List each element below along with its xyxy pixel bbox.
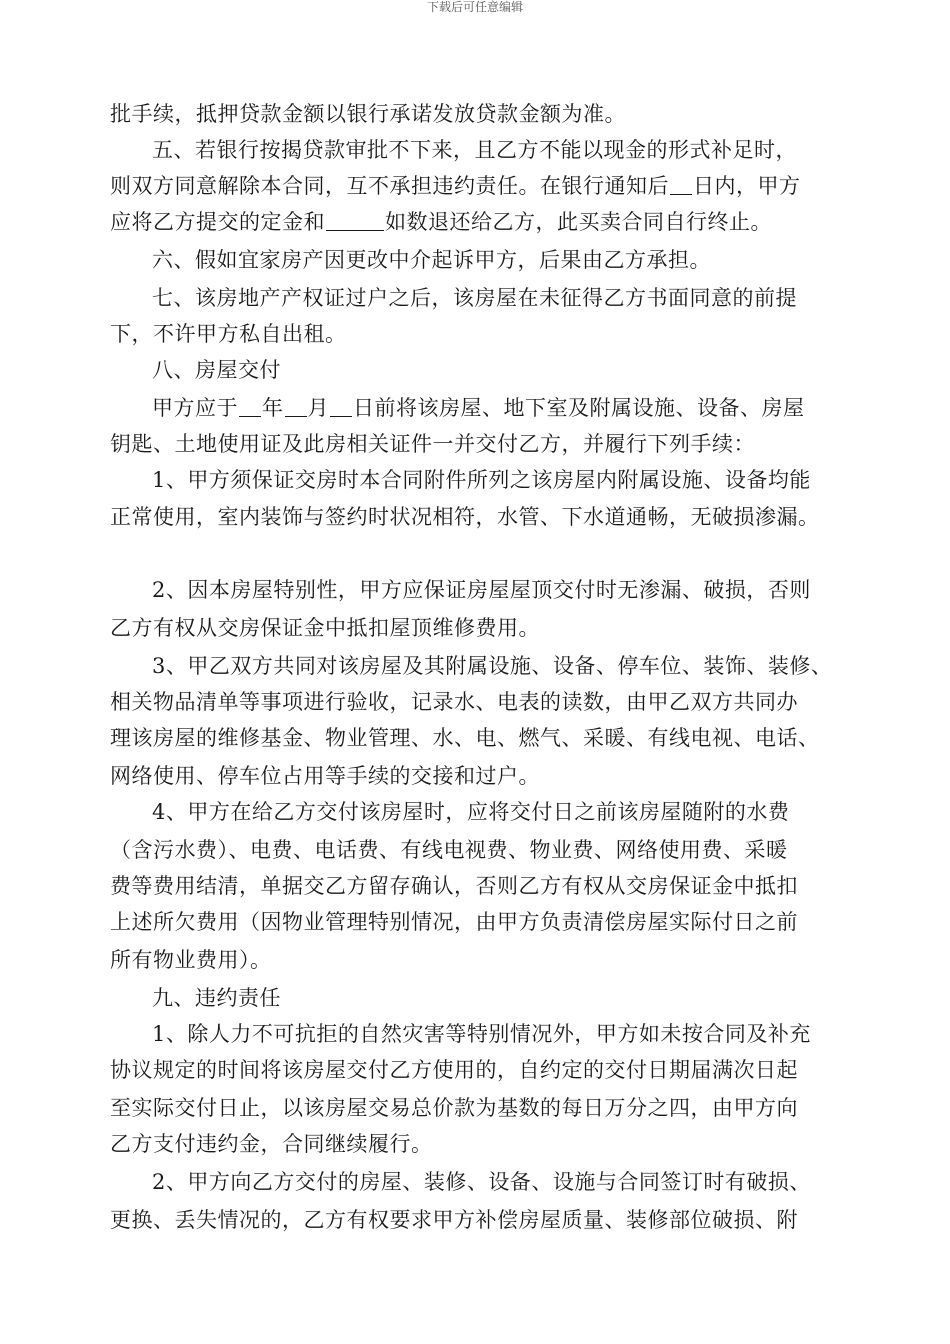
text-line: 上述所欠费用（因物业管理特别情况，由甲方负责清偿房屋实际付日之前 [110, 910, 798, 934]
text-span: 日前将该房屋、地下室及附属设施、设备、房屋 [353, 396, 805, 420]
section-9-heading: 九、违约责任 [152, 986, 281, 1010]
text-line [110, 208, 772, 236]
text-line: 乙方支付违约金，合同继续履行。 [110, 1132, 433, 1156]
text-line: 下，不许甲方私自出租。 [110, 322, 347, 346]
fill-blank-day[interactable] [330, 395, 352, 417]
text-span: 应将乙方提交的定金和 [110, 210, 325, 234]
text-line [152, 394, 805, 422]
text-line: 1、甲方须保证交房时本合同附件所列之该房屋内附属设施、设备均能 [152, 468, 811, 492]
text-line: 4、甲方在给乙方交付该房屋时，应将交付日之前该房屋随附的水费 [152, 800, 790, 824]
text-line: 3、甲乙双方共同对该房屋及其附属设施、设备、停车位、装饰、装修、 [152, 654, 833, 678]
clause-7-line: 七、该房地产产权证过户之后，该房屋在未征得乙方书面同意的前提 [152, 286, 797, 310]
clause-5-heading-line: 五、若银行按揭贷款审批不下来，且乙方不能以现金的形式补足时， [152, 138, 797, 162]
text-span: 甲方应于 [152, 396, 238, 420]
text-line: 协议规定的时间将该房屋交付乙方使用的，自约定的交付日期届满次日起 [110, 1058, 798, 1082]
fill-blank-days[interactable] [670, 173, 692, 195]
text-line: 2、甲方向乙方交付的房屋、装修、设备、设施与合同签订时有破损、 [152, 1170, 811, 1194]
page-header-note: 下载后可任意编辑 [426, 0, 523, 14]
text-line: 费等费用结清，单据交乙方留存确认，否则乙方有权从交房保证金中抵扣 [110, 874, 798, 898]
text-line: 批手续，抵押贷款金额以银行承诺发放贷款金额为准。 [110, 102, 626, 126]
text-line: 所有物业费用）。 [110, 948, 272, 972]
text-line: 乙方有权从交房保证金中抵扣屋顶维修费用。 [110, 616, 540, 640]
text-line: 钥匙、土地使用证及此房相关证件一并交付乙方，并履行下列手续： [110, 432, 755, 456]
text-span: 则双方同意解除本合同，互不承担违约责任。在银行通知后 [110, 174, 669, 198]
section-8-heading: 八、房屋交付 [152, 358, 281, 382]
text-line [110, 172, 801, 200]
text-line: 2、因本房屋特别性，甲方应保证房屋屋顶交付时无渗漏、破损，否则 [152, 578, 811, 602]
text-line: 正常使用，室内装饰与签约时状况相符，水管、下水道通畅，无破损渗漏。 [110, 505, 820, 529]
fill-blank-amount[interactable] [326, 209, 384, 231]
text-line: 1、除人力不可抗拒的自然灾害等特别情况外，甲方如未按合同及补充 [152, 1022, 811, 1046]
text-span: 日内，甲方 [693, 174, 801, 198]
text-span: 月 [307, 396, 329, 420]
clause-6-line: 六、假如宜家房产因更改中介起诉甲方，后果由乙方承担。 [152, 248, 711, 272]
text-line: 至实际交付日止，以该房屋交易总价款为基数的每日万分之四，由甲方向 [110, 1096, 798, 1120]
fill-blank-year[interactable] [239, 395, 261, 417]
fill-blank-month[interactable] [285, 395, 307, 417]
text-line: 更换、丢失情况的，乙方有权要求甲方补偿房屋质量、装修部位破损、附 [110, 1208, 798, 1232]
text-line: 相关物品清单等事项进行验收，记录水、电表的读数，由甲乙双方共同办 [110, 690, 798, 714]
text-span: 如数退还给乙方，此买卖合同自行终止。 [385, 210, 772, 234]
text-line: 网络使用、停车位占用等手续的交接和过户。 [110, 764, 540, 788]
text-line: 理该房屋的维修基金、物业管理、水、电、燃气、采暖、有线电视、电话、 [110, 726, 820, 750]
text-line: （含污水费）、电费、电话费、有线电视费、物业费、网络使用费、采暖 [110, 838, 788, 862]
text-span: 年 [262, 396, 284, 420]
